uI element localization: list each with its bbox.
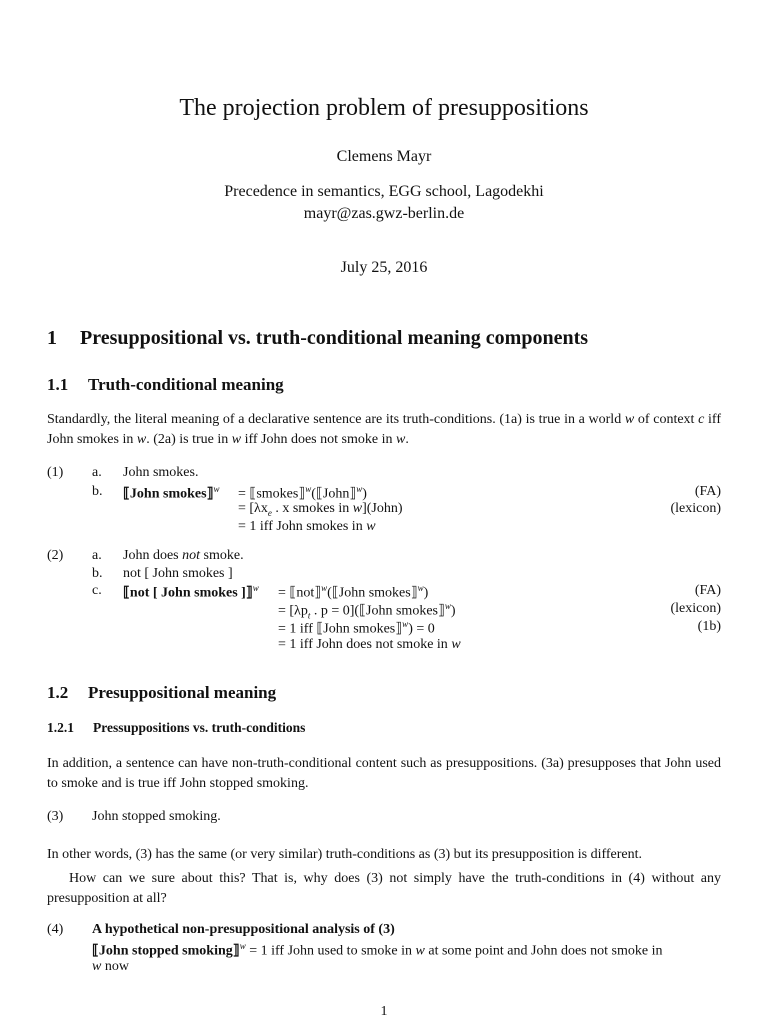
subsubsection-number: 1.2.1 (47, 720, 74, 735)
denotation-lhs: ⟦John smokes⟧$^w$ (123, 484, 220, 502)
example-number: (3) (47, 809, 64, 824)
justification: (FA) (694, 484, 721, 499)
example-number: (4) (47, 922, 64, 937)
subsection-number: 1.1 (47, 375, 69, 394)
example-heading: A hypothetical non-presuppositional analysis of (3) (92, 922, 395, 937)
derivation-line: = 1 iff John does not smoke in w (278, 637, 461, 652)
subsection-title: Presuppositional meaning (88, 683, 277, 702)
paper-title: The projection problem of presuppositions (179, 95, 589, 121)
logical-form: not [ John smokes ] (123, 566, 233, 581)
author-email: mayr@zas.gwz-berlin.de (303, 205, 465, 222)
derivation-line: = [$\lambda p_t$ . p = 0](⟦John smokes⟧$^w$) (278, 601, 456, 621)
derivation-line: = 1 iff John smokes in w (238, 519, 376, 534)
item-label: b. (92, 484, 103, 499)
subsection-1-2-heading (47, 683, 276, 703)
page-number: 1 (380, 1004, 388, 1019)
presupposition-paragraph: In addition, a sentence can have non-truth-conditional content such as presuppositions. (3a) presupposes that John used to smoke and is true iff John stopped smoking. (47, 756, 721, 791)
subsection-title: Truth-conditional meaning (88, 375, 284, 394)
paper-date: July 25, 2016 (340, 259, 428, 276)
subsubsection-title: Pressuppositions vs. truth-conditions (93, 720, 306, 735)
item-label: a. (92, 548, 102, 563)
justification: (lexicon) (670, 501, 721, 516)
example-formula: ⟦John stopped smoking⟧$^w$ = 1 iff John used to smoke in w at some point and John does not smoke in (92, 941, 663, 959)
denotation-lhs: ⟦not [ John smokes ]⟧$^w$ (123, 583, 259, 601)
section-number: 1 (47, 327, 57, 349)
item-label: c. (92, 583, 102, 598)
example-sentence: John stopped smoking. (92, 809, 221, 824)
derivation-line: = [$\lambda x_e$ . x smokes in w](John) (238, 501, 403, 518)
derivation-line: = ⟦not⟧$^w$(⟦John smokes⟧$^w$) (278, 583, 429, 601)
item-label: b. (92, 566, 103, 581)
example-sentence: John does not smoke. (123, 548, 244, 563)
derivation-line: = ⟦smokes⟧$^w$(⟦John⟧$^w$) (238, 484, 367, 502)
truth-conditional-paragraph: Standardly, the literal meaning of a declarative sentence are its truth-conditions. (1a) is true in a world w of context c iff John smokes in w. (2a) is true in w iff John does not smoke in w. (47, 412, 721, 447)
example-formula-continued: w now (92, 959, 129, 974)
subsection-number: 1.2 (47, 683, 69, 702)
section-title: Presuppositional vs. truth-conditional meaning components (80, 327, 589, 349)
subsubsection-1-2-1-heading (47, 720, 305, 736)
subsection-1-1-heading (47, 375, 284, 395)
item-label: a. (92, 465, 102, 480)
body-paragraph: How can we sure about this? That is, why does (3) not simply have the truth-conditions in (4) without any presupposition at all? (47, 871, 721, 906)
justification: (FA) (694, 583, 721, 598)
example-number: (1) (47, 465, 64, 480)
author-name: Clemens Mayr (336, 148, 432, 165)
justification: (lexicon) (670, 601, 721, 616)
section-1-heading (47, 327, 588, 350)
affiliation: Precedence in semantics, EGG school, Lagodekhi (224, 183, 544, 200)
example-sentence: John smokes. (123, 465, 199, 480)
justification: (1b) (697, 619, 721, 634)
example-number: (2) (47, 548, 64, 563)
body-paragraph: In other words, (3) has the same (or very similar) truth-conditions as (3) but its presupposition is different. (47, 847, 643, 862)
derivation-line: = 1 iff ⟦John smokes⟧$^w$) = 0 (278, 619, 435, 637)
